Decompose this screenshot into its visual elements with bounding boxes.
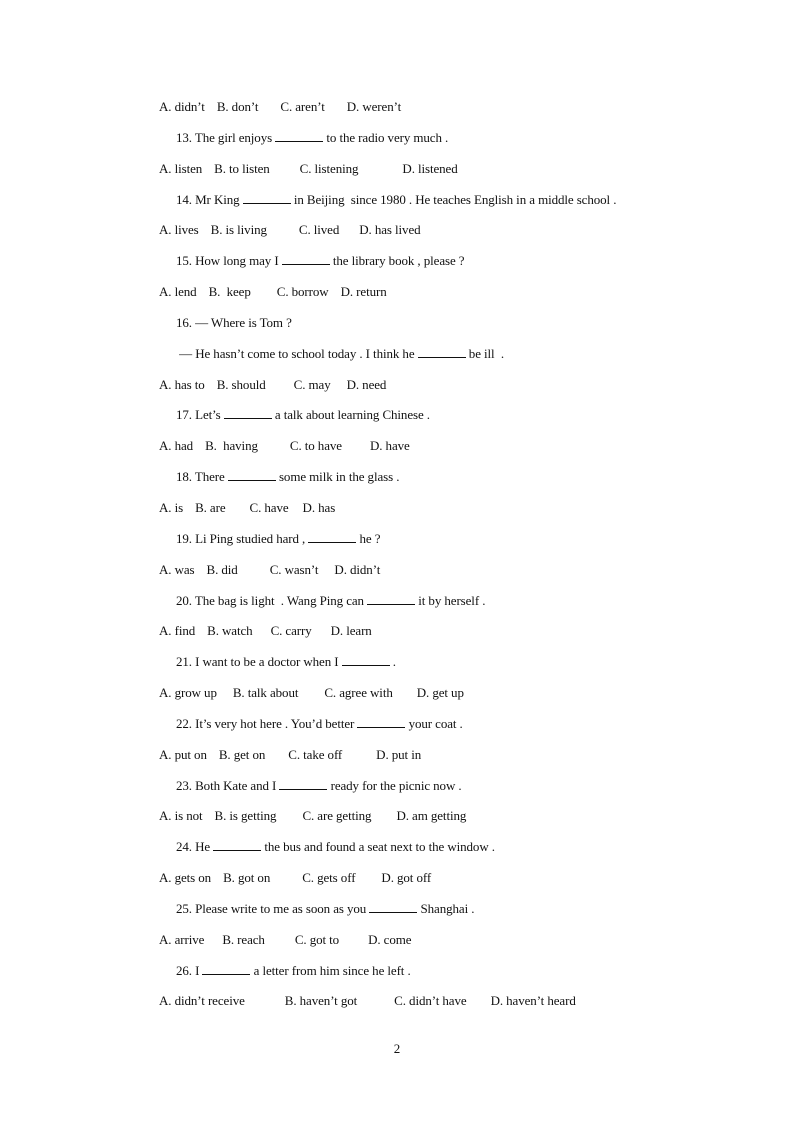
option-c: C. aren’t: [280, 99, 325, 114]
question-line: [158, 468, 718, 499]
option-b: B. is getting: [214, 808, 277, 824]
question-text-continued: ready for the picnic now .: [327, 777, 462, 793]
option-a: A. put on: [159, 746, 207, 762]
question-text-continued: be ill .: [465, 345, 505, 361]
question-text: 26. I: [176, 962, 203, 978]
option-a: A. lives: [159, 222, 199, 238]
option-a: A. has to: [159, 376, 205, 392]
page-number: 2: [393, 1041, 401, 1056]
question-text: 14. Mr King: [176, 191, 243, 207]
option-d: D. got off: [381, 870, 432, 886]
option-a: A. is not: [159, 808, 203, 824]
question-line: [158, 777, 718, 808]
question-text-continued: he ?: [356, 530, 381, 546]
option-a: A. arrive: [159, 931, 205, 947]
option-c: C. may: [293, 376, 331, 392]
question-text: 19. Li Ping studied hard ,: [176, 530, 309, 546]
answer-options: [158, 376, 718, 407]
answer-options: [158, 746, 718, 777]
option-c: C. to have: [289, 438, 342, 454]
question-line: [158, 345, 718, 376]
option-c: C. listening: [299, 160, 359, 176]
question-text: 24. He: [176, 839, 214, 855]
answer-blank: [369, 901, 417, 913]
question-line: [158, 715, 718, 746]
option-d: D. need: [346, 376, 387, 392]
answer-blank: [202, 963, 250, 975]
question-text: 15. How long may I: [176, 253, 282, 269]
answer-blank: [275, 130, 323, 142]
option-c: C. wasn’t: [269, 561, 319, 577]
option-c: C. agree with: [324, 685, 393, 701]
question-text-continued: the library book , please ?: [329, 253, 465, 269]
option-d: D. put in: [376, 746, 422, 762]
question-text: 22. It’s very hot here . You’d better: [176, 715, 358, 731]
question-line: [158, 838, 718, 869]
question-line: [158, 314, 718, 345]
answer-options: [158, 869, 718, 900]
option-b: B. haven’t got: [284, 993, 358, 1009]
option-a: A. didn’t receive: [159, 993, 245, 1009]
question-text: — He hasn’t come to school today . I think he: [176, 345, 418, 361]
option-d: D. come: [368, 931, 412, 947]
option-d: D. didn’t: [334, 561, 381, 577]
option-a: A. listen: [159, 160, 203, 176]
answer-blank: [282, 253, 330, 265]
question-text: 16. — Where is Tom ?: [176, 314, 292, 330]
question-text: 17. Let’s: [176, 407, 224, 423]
exercise-content: [158, 98, 718, 1023]
question-text-continued: it by herself .: [415, 592, 486, 608]
question-text-continued: in Beijing since 1980 . He teaches English in a middle school .: [290, 191, 617, 207]
question-line: [158, 653, 718, 684]
option-d: D. has lived: [359, 222, 421, 238]
answer-options: [158, 807, 718, 838]
option-d: D. am getting: [396, 808, 467, 824]
question-text: 13. The girl enjoys: [176, 129, 276, 145]
option-c: C. gets off: [302, 870, 356, 886]
question-text-continued: Shanghai .: [417, 900, 475, 916]
answer-blank: [418, 346, 466, 358]
option-b: B. talk about: [232, 685, 299, 701]
option-c: C. borrow: [276, 284, 329, 300]
answer-options: [158, 437, 718, 468]
question-line: [158, 530, 718, 561]
option-a: A. had: [159, 438, 194, 454]
question-text-continued: some milk in the glass .: [275, 469, 400, 485]
option-d: D. haven’t heard: [490, 993, 576, 1009]
option-c: C. carry: [270, 623, 312, 639]
option-d: D. have: [369, 438, 410, 454]
option-c: C. got to: [294, 931, 340, 947]
option-a: A. lend: [159, 284, 197, 300]
answer-blank: [308, 531, 356, 543]
answer-blank: [357, 716, 405, 728]
option-a: A. was: [159, 561, 195, 577]
question-text-continued: to the radio very much .: [323, 129, 449, 145]
answer-blank: [228, 469, 276, 481]
answer-options: [158, 622, 718, 653]
question-text-continued: your coat .: [405, 715, 463, 731]
question-text: 23. Both Kate and I: [176, 777, 280, 793]
answer-blank: [342, 654, 390, 666]
option-b: B. should: [216, 376, 266, 392]
answer-options: [158, 283, 718, 314]
question-line: [158, 962, 718, 993]
question-line: [158, 592, 718, 623]
option-a: A. is: [159, 499, 184, 515]
option-d: D. weren’t: [346, 99, 402, 114]
answer-blank: [213, 839, 261, 851]
option-b: B. are: [195, 499, 226, 515]
option-c: C. have: [249, 499, 289, 515]
option-d: D. get up: [416, 685, 464, 701]
question-text: 20. The bag is light . Wang Ping can: [176, 592, 368, 608]
question-line: [158, 191, 718, 222]
option-b: B. did: [206, 561, 238, 577]
option-b: B. keep: [208, 284, 251, 300]
option-c: C. lived: [298, 222, 340, 238]
option-b: B. reach: [222, 931, 265, 947]
answer-options: [158, 931, 718, 962]
question-text-continued: the bus and found a seat next to the window .: [261, 839, 495, 855]
answer-options: [158, 160, 718, 191]
option-d: D. learn: [330, 623, 372, 639]
answer-options: [158, 98, 718, 129]
answer-options: [158, 684, 718, 715]
answer-options: [158, 499, 718, 530]
question-text-continued: .: [389, 654, 396, 670]
answer-blank: [224, 407, 272, 419]
option-d: D. has: [302, 499, 336, 515]
option-c: C. take off: [288, 746, 343, 762]
option-b: B. watch: [207, 623, 253, 639]
question-line: [158, 129, 718, 160]
option-b: B. is living: [210, 222, 267, 238]
option-c: C. are getting: [302, 808, 372, 824]
option-a: A. find: [159, 623, 196, 639]
option-b: B. get on: [218, 746, 266, 762]
question-text: 25. Please write to me as soon as you: [176, 900, 370, 916]
option-a: A. gets on: [159, 870, 212, 886]
answer-options: [158, 992, 718, 1023]
question-text-continued: a talk about learning Chinese .: [271, 407, 430, 423]
option-b: B. to listen: [214, 160, 270, 176]
question-line: [158, 900, 718, 931]
question-text: 18. There: [176, 469, 228, 485]
option-b: B. having: [205, 438, 258, 454]
option-a: A. grow up: [159, 685, 217, 701]
option-d: D. return: [340, 284, 387, 300]
answer-options: [158, 221, 718, 252]
answer-blank: [367, 593, 415, 605]
answer-blank: [243, 192, 291, 204]
answer-blank: [279, 778, 327, 790]
option-a: A. didn’t: [159, 99, 205, 114]
option-d: D. listened: [402, 160, 458, 176]
question-line: [158, 406, 718, 437]
option-b: B. got on: [223, 870, 271, 886]
answer-options: [158, 561, 718, 592]
option-c: C. didn’t have: [394, 993, 467, 1009]
option-b: B. don’t: [216, 99, 259, 114]
question-text-continued: a letter from him since he left .: [250, 962, 411, 978]
question-line: [158, 252, 718, 283]
question-text: 21. I want to be a doctor when I: [176, 654, 342, 670]
